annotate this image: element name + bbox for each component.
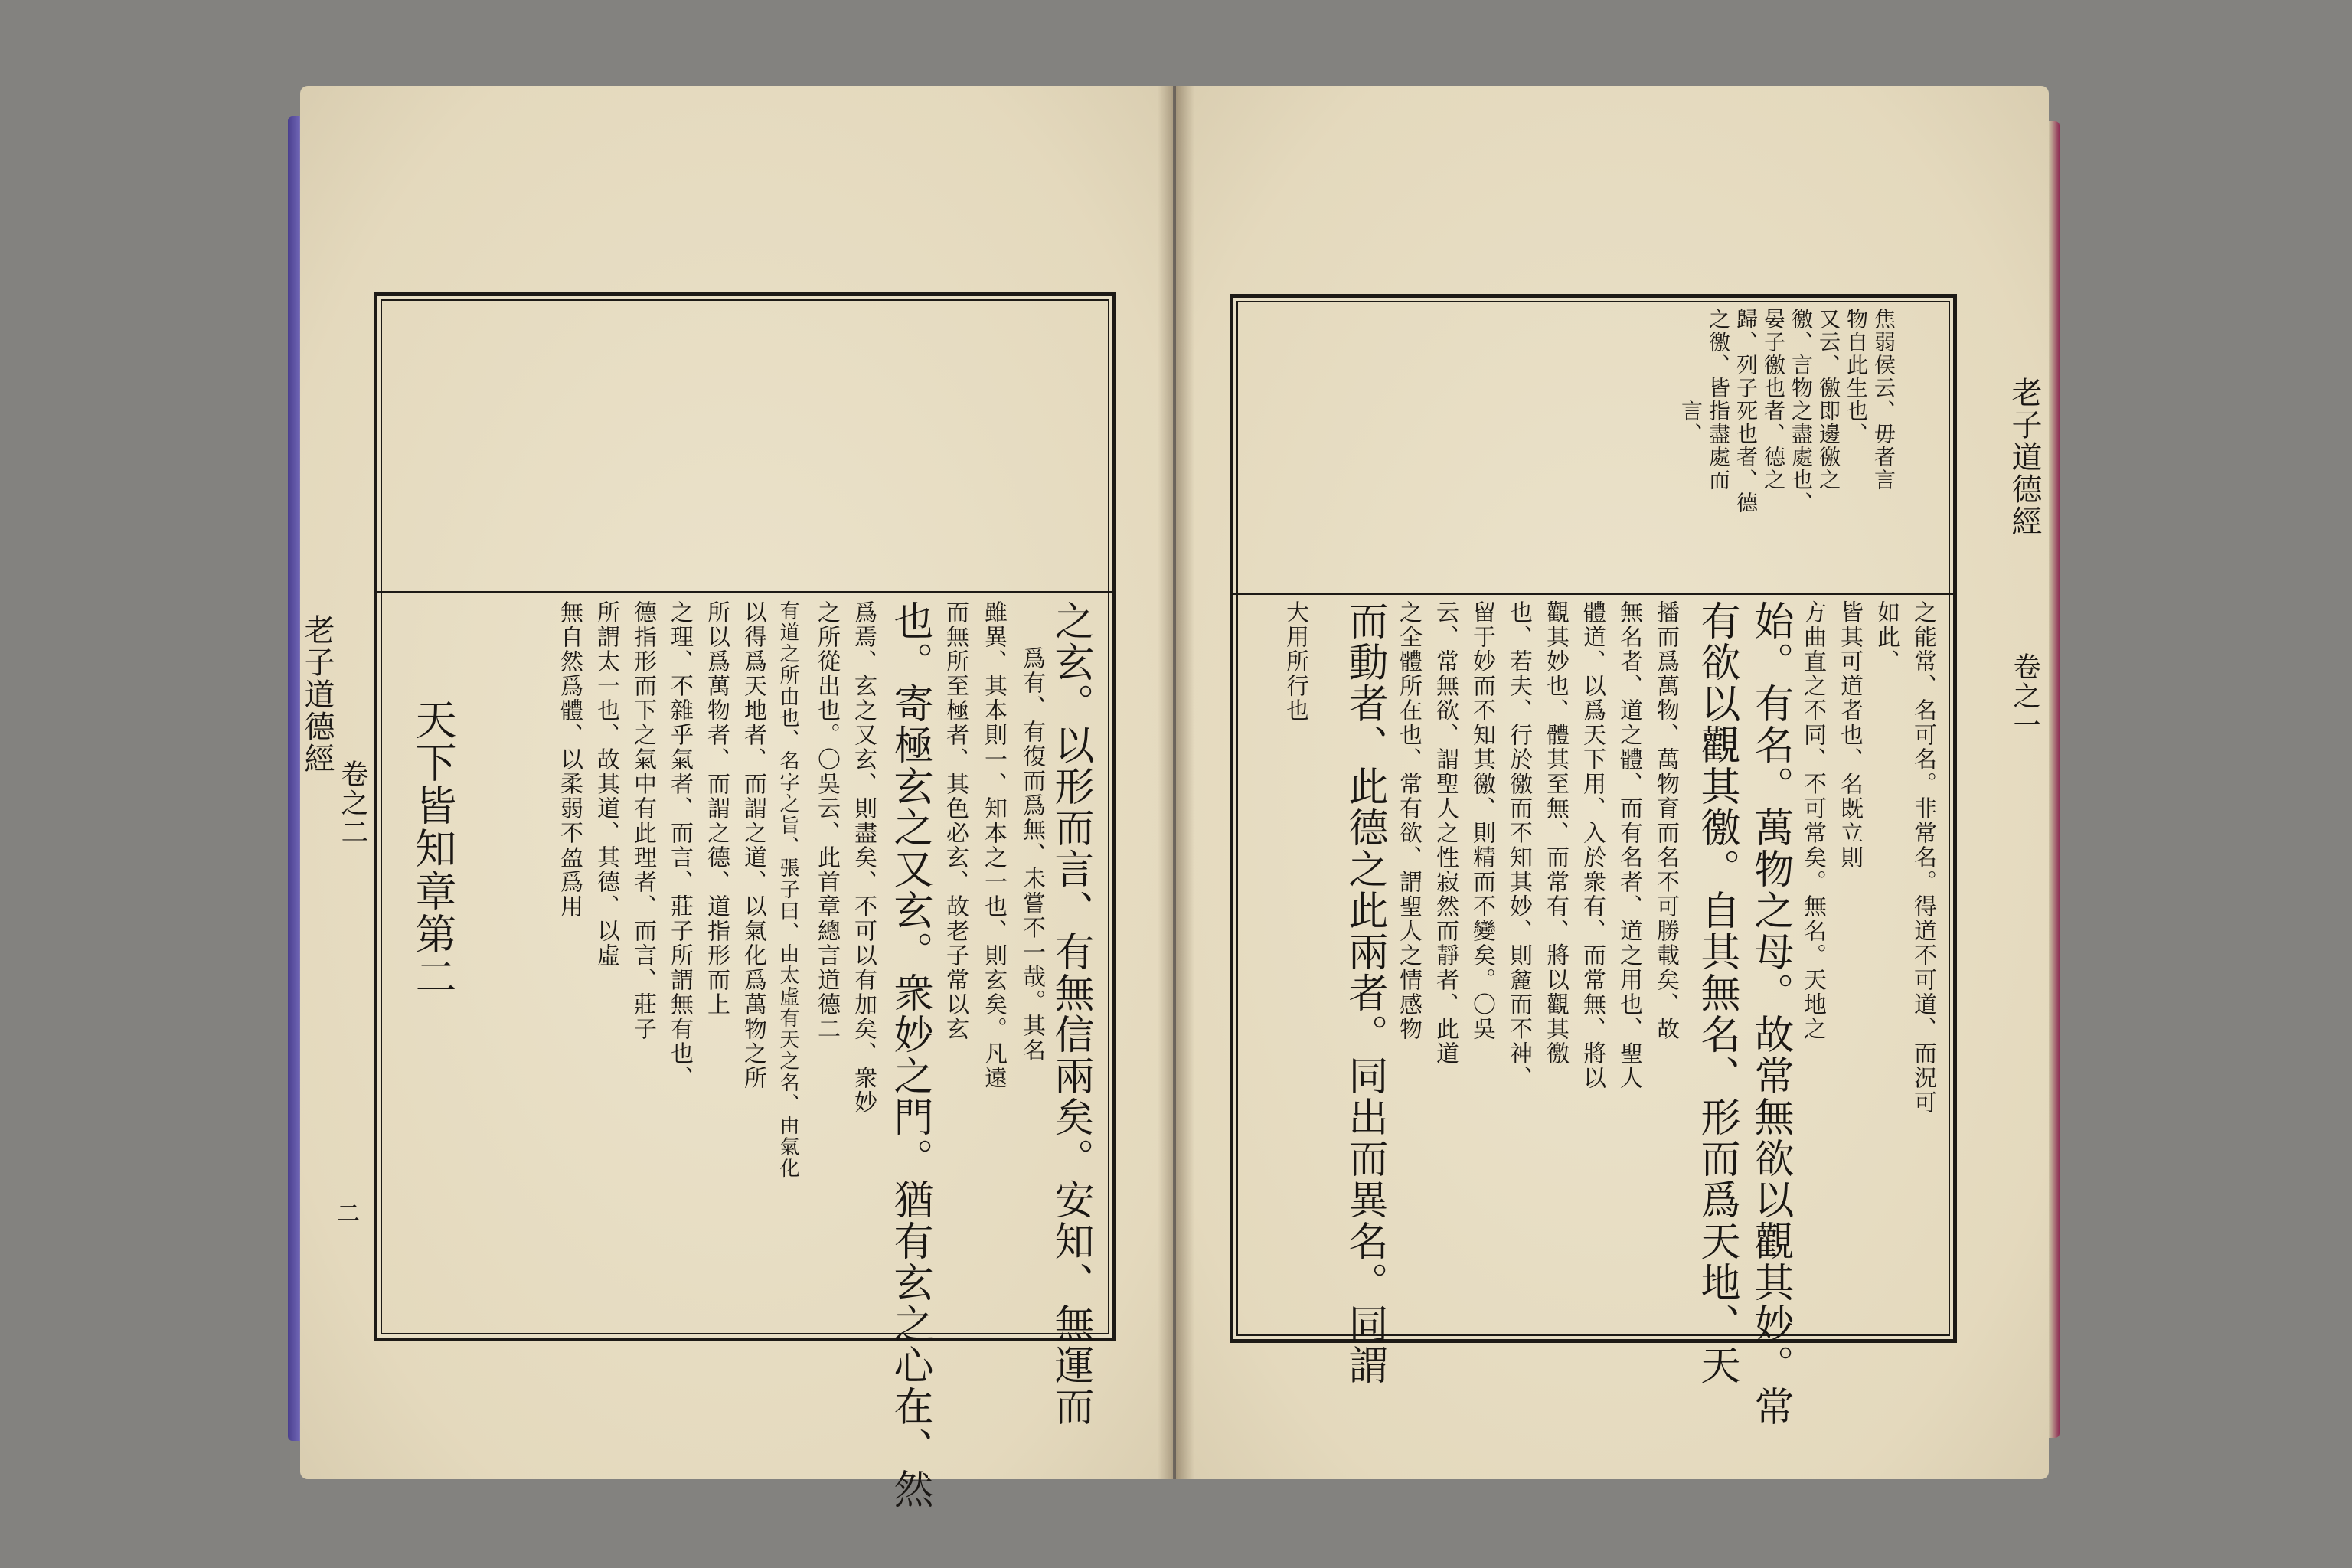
left-column-12: 德指形而下之氣中有此理者、而言、莊子 xyxy=(629,600,656,1041)
left-column-2: 爲有、有復而爲無、未嘗不一哉。其名 xyxy=(1018,646,1045,1063)
note-line-7: 之徼、皆指盡處而 xyxy=(1706,308,1731,492)
right-column-12: 留于妙而不知其徼、則精而不變矣。〇吳 xyxy=(1468,600,1495,1041)
left-frame-rule xyxy=(377,591,1112,593)
right-page-volume: 卷之一 xyxy=(2009,652,2040,740)
left-column-9: 以得爲天地者、而謂之道、以氣化爲萬物之所 xyxy=(740,600,766,1090)
right-column-6: 有欲以觀其徼。自其無名、形而爲天地、天 xyxy=(1694,600,1740,1386)
book-gutter xyxy=(1158,86,1194,1479)
right-frame-rule xyxy=(1233,593,1953,595)
right-column-3: 皆其可道者也、名既立則 xyxy=(1836,600,1863,870)
left-column-5: 也。寄極玄之又玄。衆妙之門。猶有玄之心在、然 xyxy=(887,600,933,1510)
left-column-4: 而無所至極者、其色必玄、故老子常以玄 xyxy=(942,600,969,1041)
note-line-6: 歸、列子死也者、德 xyxy=(1733,308,1759,514)
note-line-3: 又云、徼即邊徼之 xyxy=(1816,308,1841,492)
right-column-13: 云、常無欲、謂聖人之性寂然而靜者、此道 xyxy=(1432,600,1459,1066)
left-column-7: 之所從出也。〇吳云、此首章總言道德二 xyxy=(813,600,840,1041)
left-page-header: 老子道德經 xyxy=(299,614,335,775)
left-column-13: 所謂太一也、故其道、其德、以虛 xyxy=(593,600,619,968)
left-column-10: 所以爲萬物者、而謂之德、道指形而上 xyxy=(703,600,730,1017)
right-column-16: 大用所行也 xyxy=(1282,600,1308,723)
chapter-title: 天下皆知章第二 xyxy=(409,698,457,998)
right-column-2: 如此、 xyxy=(1873,600,1900,674)
left-page-volume: 卷之二 xyxy=(337,760,368,847)
right-column-7: 播而爲萬物、萬物育而名不可勝載矣、故 xyxy=(1652,600,1679,1041)
note-line-8: 言、 xyxy=(1678,400,1704,446)
left-column-1: 之玄。以形而言、有無信兩矣。安知、無運而 xyxy=(1047,600,1093,1427)
left-page xyxy=(299,86,1173,1510)
right-column-11: 也、若夫、行於徼而不知其妙、則麄而不神、 xyxy=(1505,600,1532,1090)
right-column-15: 而動者、此德之此兩者。同出而異名。同謂 xyxy=(1341,600,1387,1386)
right-column-4: 方曲直之不同、不可常矣。無名。天地之 xyxy=(1799,600,1826,1041)
left-column-11: 之理、不雜乎氣者、而言、莊子所謂無有也、 xyxy=(666,600,693,1090)
left-column-14: 無自然爲體、以柔弱不盈爲用 xyxy=(556,600,583,919)
left-column-8: 有道之所由也、名字之旨、張子曰、由太虛有天之名、由氣化 xyxy=(776,600,799,1179)
note-line-2: 物自此生也、 xyxy=(1844,308,1869,446)
note-line-5: 晏子徼也者、德之 xyxy=(1761,308,1786,492)
right-column-8: 無名者、道之體、而有名者、道之用也、聖人 xyxy=(1615,600,1642,1090)
note-line-1: 焦弱侯云、毋者言 xyxy=(1871,308,1896,492)
right-column-5: 始。有名。萬物之母。故常無欲以觀其妙。常 xyxy=(1747,600,1793,1427)
right-column-1: 之能常、名可名。非常名。得道不可道、而況可 xyxy=(1909,600,1936,1115)
left-column-6: 爲焉、玄之又玄、則盡矣、不可以有加矣、衆妙 xyxy=(850,600,877,1115)
right-column-10: 觀其妙也、體其至無、而常有、將以觀其徼 xyxy=(1542,600,1569,1066)
right-page-header: 老子道德經 xyxy=(2007,377,2042,537)
left-column-3: 雖異、其本則一、知本之一也、則玄矣。凡遠 xyxy=(980,600,1007,1090)
right-column-9: 體道、以爲天下用、入於衆有、而常無、將以 xyxy=(1579,600,1606,1090)
note-line-4: 徼、言物之盡處也、 xyxy=(1788,308,1814,514)
open-book xyxy=(299,86,2049,1510)
right-column-14: 之全體所在也、常有欲、謂聖人之情感物 xyxy=(1395,600,1422,1041)
left-page-number: 二 xyxy=(337,1200,360,1227)
right-page xyxy=(1176,86,2049,1479)
